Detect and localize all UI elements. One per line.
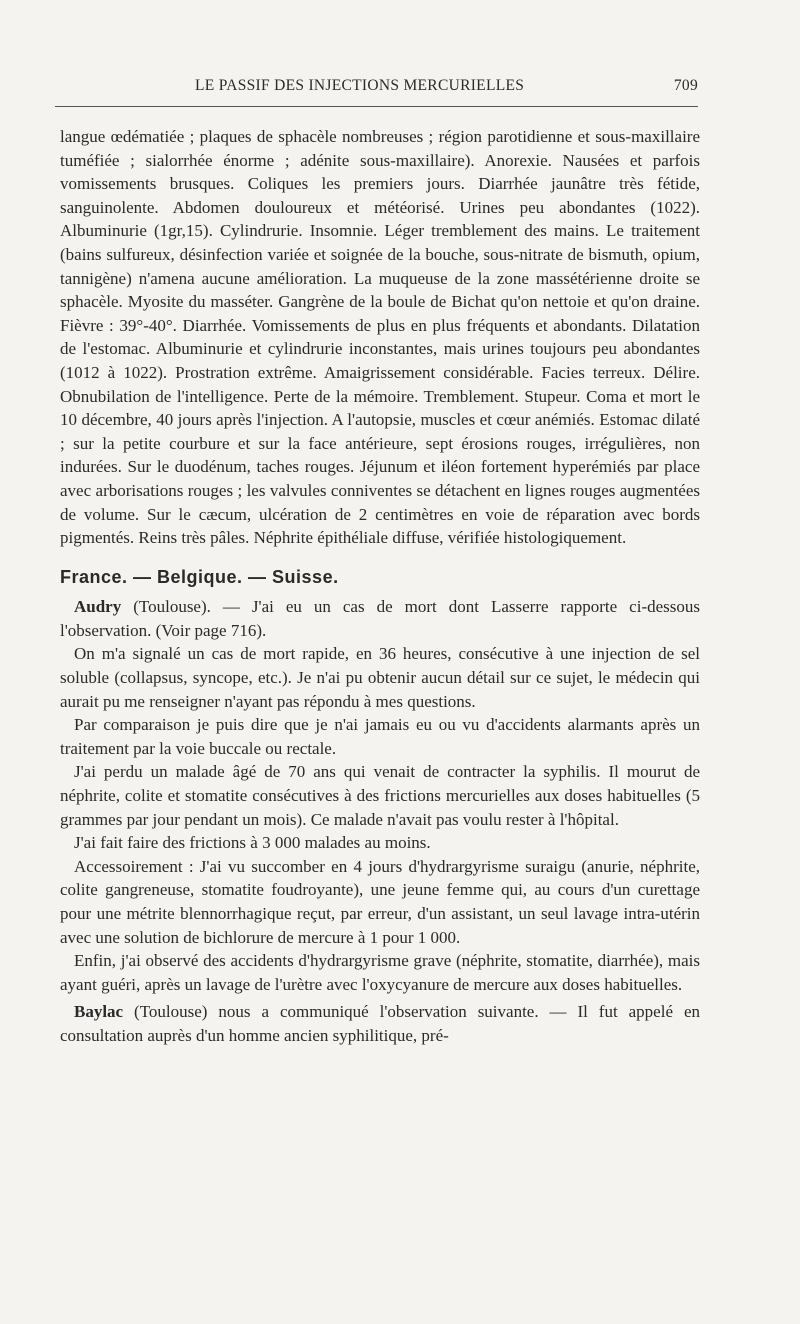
baylac-paragraph (60, 1000, 700, 1047)
section-title: France. — Belgique. — Suisse. (60, 566, 339, 587)
header-rule (55, 106, 698, 107)
observation-paragraph: langue œdématiée ; plaques de sphacèle nombreuses ; région parotidienne et sous-maxillaire tuméfiée ; sialorrhée énorme ; adénite sous-maxillaire). Anorexie. Nausées et parfois vomissements brusques. Coliques les premiers jours. Diarrhée jaunâtre très fétide, sanguinolente. Abdomen douloureux et météorisé. Urines peu abondantes (1022). Albuminurie (1gr,15). Cylindrurie. Insomnie. Léger tremblement des mains. Le traitement (bains sulfureux, désinfection variée et soignée de la bouche, sous-nitrate de bismuth, opium, tannigène) n'amena aucune amélioration. La muqueuse de la zone massétérienne droite se sphacèle. Myosite du masséter. Gangrène de la boule de Bichat qu'on nettoie et qu'on draine. Fièvre : 39°-40°. Diarrhée. Vomissements de plus en plus fréquents et abondants. Dilatation de l'estomac. Albuminurie et cylindrurie inconstantes, mais urines toujours peu abondantes (1012 à 1022). Prostration extrême. Amaigrissement considérable. Facies terreux. Délire. Obnubilation de l'intelligence. Perte de la mémoire. Tremblement. Stupeur. Coma et mort le 10 décembre, 40 jours après l'injection. A l'autopsie, muscles et cœur anémiés. Estomac dilaté ; sur la petite courbure et sur la face antérieure, sept érosions rouges, irrégulières, non indurées. Sur le duodénum, taches rouges. Jéjunum et iléon fortement hyperémiés par place avec arborisations rouges ; les valvules conniventes se détachent en lignes rouges augmentées de volume. Sur le cæcum, ulcération de 2 centimètres en voie de réparation avec bords pigmentés. Reins très pâles. Néphrite épithéliale diffuse, vérifiée histologiquement. (60, 127, 700, 548)
author-name-audry: Audry (74, 597, 122, 617)
body-text (60, 125, 700, 1048)
author-name-baylac: Baylac (74, 1002, 124, 1022)
paragraph: Accessoirement : J'ai vu succomber en 4 jours d'hydrargyrisme suraigu (anurie, néphrite, colite gangreneuse, stomatite foudroyante), une jeune femme qui, au cours d'un curettage pour une métrite blennorrhagique reçut, par erreur, d'un assistant, un seul lavage intra-utérin avec une solution de bichlorure de mercure à 1 pour 1 000. (60, 856, 700, 947)
paragraph: J'ai fait faire des frictions à 3 000 malades au moins. (74, 833, 431, 853)
paragraph: On m'a signalé un cas de mort rapide, en 36 heures, consécutive à une injection de sel soluble (collapsus, syncope, etc.). Je n'ai pu obtenir aucun détail sur ce sujet, le médecin qui aurait pu me renseigner n'ayant pas répondu à mes questions. (60, 644, 700, 711)
header-title: LE PASSIF DES INJECTIONS MERCURIELLES (195, 77, 525, 94)
paragraph: Par comparaison je puis dire que je n'ai jamais eu ou vu d'accidents alarmants après un traitement par la voie buccale ou rectale. (60, 715, 700, 758)
page-number: 709 (673, 77, 698, 94)
audry-text: (Toulouse). — J'ai eu un cas de mort dont Lasserre rapporte ci-dessous l'observation. (Voir page 716). (60, 597, 700, 640)
audry-paragraph (60, 595, 700, 642)
baylac-text: (Toulouse) nous a communiqué l'observation suivante. — Il fut appelé en consultation auprès d'un homme ancien syphilitique, pré- (60, 1002, 700, 1045)
paragraph: J'ai perdu un malade âgé de 70 ans qui venait de contracter la syphilis. Il mourut de néphrite, colite et stomatite consécutives à des frictions mercurielles aux doses habituelles (5 grammes par jour pendant un mois). Ce malade n'avait pas voulu rester à l'hôpital. (60, 762, 700, 829)
paragraph: Enfin, j'ai observé des accidents d'hydrargyrisme grave (néphrite, stomatite, diarrhée), mais ayant guéri, après un lavage de l'urètre avec l'oxycyanure de mercure aux doses habituelles. (60, 951, 700, 994)
running-header (55, 77, 698, 99)
